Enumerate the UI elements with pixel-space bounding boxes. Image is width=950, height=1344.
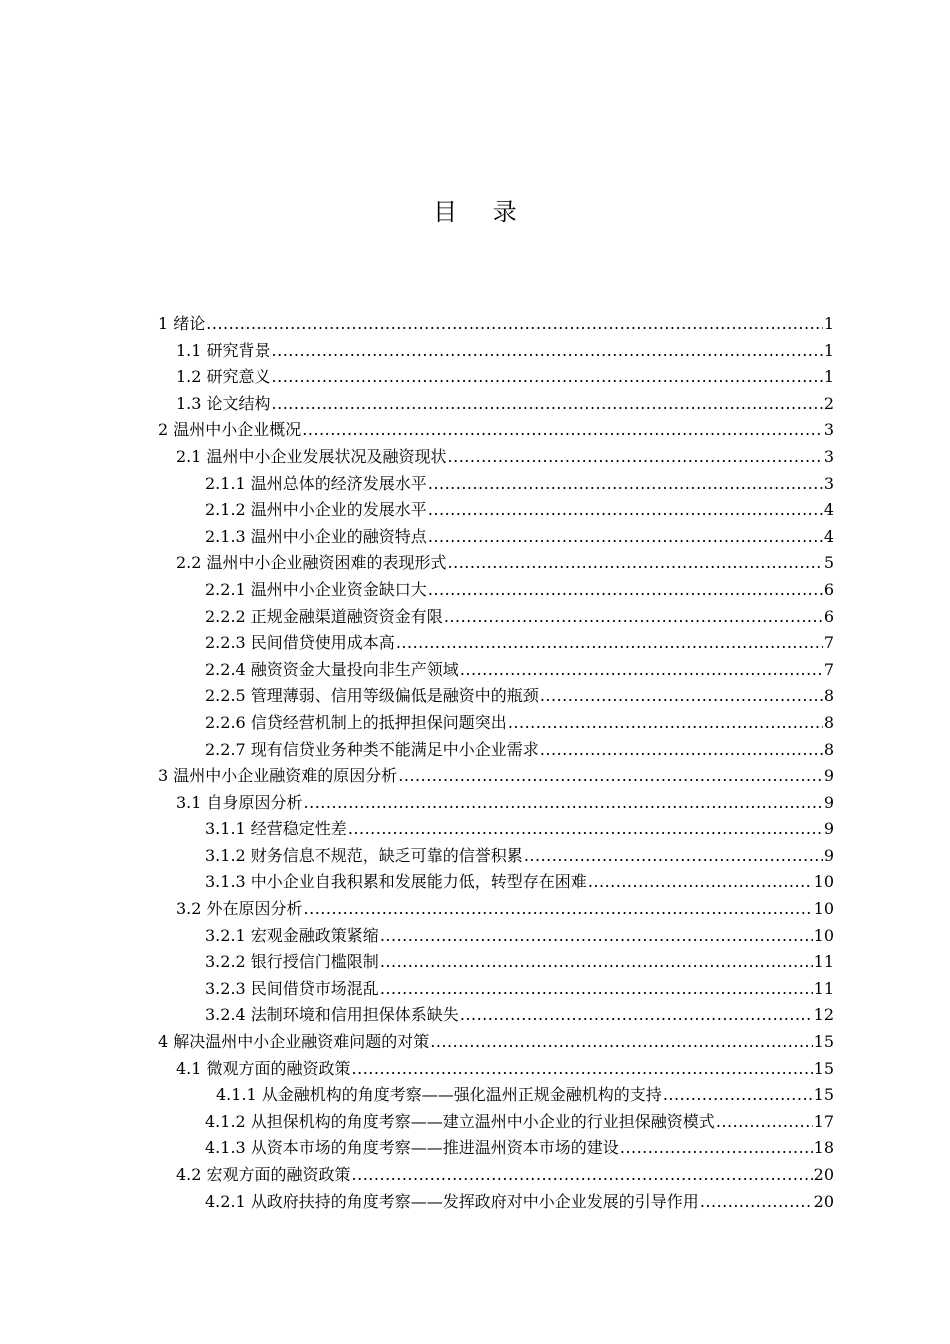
- toc-dot-leader: [302, 420, 823, 439]
- toc-dot-leader: [540, 740, 823, 759]
- toc-dot-leader: [352, 1059, 813, 1078]
- toc-entry-title: 4.1.3 从资本市场的角度考察——推进温州资本市场的建设: [205, 1138, 619, 1158]
- toc-entry[interactable]: [158, 1056, 834, 1083]
- toc-entry[interactable]: [158, 843, 834, 870]
- toc-entry-title: 2.1.1 温州总体的经济发展水平: [205, 473, 427, 493]
- toc-entry-title: 2.2.1 温州中小企业资金缺口大: [205, 579, 427, 599]
- toc-entry-page-number: 1: [823, 367, 834, 387]
- toc-entry-page-number: 17: [813, 1111, 834, 1131]
- toc-entry-title: 2.2.2 正规金融渠道融资资金有限: [205, 606, 443, 626]
- toc-dot-leader: [700, 1192, 813, 1211]
- toc-entry-page-number: 20: [813, 1191, 834, 1211]
- toc-entry-page-number: 9: [823, 845, 834, 865]
- toc-dot-leader: [396, 633, 823, 652]
- toc-entry[interactable]: [158, 657, 834, 684]
- toc-entry[interactable]: [158, 710, 834, 737]
- toc-entry-page-number: 7: [823, 659, 834, 679]
- toc-entry[interactable]: [158, 630, 834, 657]
- toc-entry-page-number: 6: [823, 606, 834, 626]
- toc-entry-title: 4.1 微观方面的融资政策: [176, 1058, 351, 1078]
- toc-entry-title: 3.2.4 法制环境和信用担保体系缺失: [205, 1005, 459, 1025]
- toc-entry-page-number: 18: [813, 1138, 834, 1158]
- toc-entry[interactable]: [158, 1109, 834, 1136]
- toc-entry-page-number: 2: [823, 393, 834, 413]
- toc-entry[interactable]: [158, 949, 834, 976]
- toc-dot-leader: [428, 500, 823, 519]
- toc-entry-page-number: 11: [813, 978, 834, 998]
- toc-entry-title: 4.1.2 从担保机构的角度考察——建立温州中小企业的行业担保融资模式: [205, 1111, 715, 1131]
- toc-dot-leader: [588, 872, 813, 891]
- toc-entry-page-number: 15: [813, 1058, 834, 1078]
- toc-entry[interactable]: [158, 444, 834, 471]
- toc-dot-leader: [428, 580, 823, 599]
- toc-entry-page-number: 10: [813, 899, 834, 919]
- toc-entry[interactable]: [158, 869, 834, 896]
- toc-entry-page-number: 4: [823, 526, 834, 546]
- toc-entry-title: 4.1.1 从金融机构的角度考察——强化温州正规金融机构的支持: [216, 1085, 662, 1105]
- toc-entry[interactable]: [158, 816, 834, 843]
- toc-entry-title: 4.2.1 从政府扶持的角度考察——发挥政府对中小企业发展的引导作用: [205, 1191, 699, 1211]
- toc-entry[interactable]: [158, 338, 834, 365]
- toc-dot-leader: [460, 1005, 813, 1024]
- toc-entry[interactable]: [158, 604, 834, 631]
- toc-entry[interactable]: [158, 577, 834, 604]
- toc-entry-title: 1.1 研究背景: [176, 340, 271, 360]
- toc-entry-page-number: 15: [813, 1032, 834, 1052]
- toc-dot-leader: [380, 979, 813, 998]
- toc-entry[interactable]: [158, 976, 834, 1003]
- toc-entry-page-number: 6: [823, 579, 834, 599]
- toc-entry-title: 2.2.3 民间借贷使用成本高: [205, 633, 395, 653]
- toc-dot-leader: [272, 394, 823, 413]
- toc-entry-page-number: 10: [813, 872, 834, 892]
- toc-entry[interactable]: [158, 896, 834, 923]
- toc-entry-title: 2.2 温州中小企业融资困难的表现形式: [176, 553, 447, 573]
- toc-entry-page-number: 1: [823, 340, 834, 360]
- toc-entry[interactable]: [158, 524, 834, 551]
- toc-entry[interactable]: [158, 1029, 834, 1056]
- toc-dot-leader: [663, 1085, 813, 1104]
- toc-title: 目 录: [433, 198, 531, 226]
- toc-dot-leader: [430, 1032, 812, 1051]
- toc-dot-leader: [348, 819, 823, 838]
- toc-dot-leader: [398, 766, 823, 785]
- toc-entry-page-number: 20: [813, 1165, 834, 1184]
- toc-entry-title: 3.1.3 中小企业自我积累和发展能力低，转型存在困难: [205, 872, 587, 892]
- toc-entry-title: 2.2.6 信贷经营机制上的抵押担保问题突出: [205, 712, 507, 732]
- toc-dot-leader: [508, 713, 823, 732]
- toc-entry[interactable]: [158, 1002, 834, 1029]
- toc-entry-page-number: 4: [823, 500, 834, 520]
- toc-entry-title: 1.3 论文结构: [176, 393, 271, 413]
- toc-entry-title: 3.2.1 宏观金融政策紧缩: [205, 925, 379, 945]
- toc-entry-page-number: 1: [823, 314, 834, 333]
- toc-entry[interactable]: [158, 1082, 834, 1109]
- toc-dot-leader: [380, 926, 813, 945]
- toc-dot-leader: [272, 341, 823, 360]
- toc-entry-page-number: 9: [823, 766, 834, 786]
- toc-dot-leader: [620, 1138, 813, 1157]
- toc-entry[interactable]: [158, 683, 834, 710]
- toc-entry[interactable]: [158, 550, 834, 577]
- toc-dot-leader: [428, 474, 823, 493]
- toc-entry-title: 1 绪论: [158, 314, 206, 333]
- toc-entry-title: 4.2 宏观方面的融资政策: [176, 1165, 351, 1184]
- toc-entry-title: 3.1.1 经营稳定性差: [205, 819, 347, 839]
- toc-entry-page-number: 12: [813, 1005, 834, 1025]
- toc-entry-title: 2.2.5 管理薄弱、信用等级偏低是融资中的瓶颈: [205, 686, 539, 706]
- toc-entry-page-number: 11: [813, 952, 834, 972]
- toc-entry-title: 2 温州中小企业概况: [158, 420, 302, 440]
- toc-entry[interactable]: [158, 391, 834, 418]
- toc-entry[interactable]: [158, 497, 834, 524]
- toc-entry-page-number: 7: [823, 633, 834, 653]
- toc-entry[interactable]: [158, 1135, 834, 1162]
- toc-entry-title: 2.1 温州中小企业发展状况及融资现状: [176, 446, 447, 466]
- toc-entry[interactable]: [158, 471, 834, 498]
- toc-entry[interactable]: [158, 417, 834, 444]
- toc-entry-page-number: 8: [823, 739, 834, 759]
- toc-entry-page-number: 3: [823, 473, 834, 493]
- toc-entry-title: 3.2.3 民间借贷市场混乱: [205, 978, 379, 998]
- toc-dot-leader: [460, 660, 823, 679]
- toc-entry-title: 2.2.4 融资资金大量投向非生产领域: [205, 659, 459, 679]
- toc-entry-page-number: 5: [823, 553, 834, 573]
- toc-entry-page-number: 9: [823, 819, 834, 839]
- toc-dot-leader: [448, 553, 823, 572]
- toc-dot-leader: [444, 607, 823, 626]
- toc-dot-leader: [304, 899, 813, 918]
- toc-entry[interactable]: [158, 311, 834, 338]
- toc-entry-page-number: 8: [823, 712, 834, 732]
- toc-entry-title: 3.2 外在原因分析: [176, 899, 303, 919]
- toc-dot-leader: [524, 846, 823, 865]
- toc-entry[interactable]: [158, 923, 834, 950]
- toc-entry[interactable]: [158, 364, 834, 391]
- toc-dot-leader: [352, 1165, 813, 1184]
- toc-entry[interactable]: [158, 737, 834, 764]
- toc-entry-title: 2.1.2 温州中小企业的发展水平: [205, 500, 427, 520]
- toc-entry-page-number: 3: [823, 420, 834, 440]
- toc-entry-title: 1.2 研究意义: [176, 367, 271, 387]
- toc-entry-page-number: 15: [813, 1085, 834, 1105]
- toc-entry[interactable]: [158, 763, 834, 790]
- toc-entry-title: 3.1.2 财务信息不规范，缺乏可靠的信誉积累: [205, 845, 523, 865]
- toc-dot-leader: [428, 527, 823, 546]
- toc-entry-page-number: 10: [813, 925, 834, 945]
- toc-entry-title: 2.2.7 现有信贷业务种类不能满足中小企业需求: [205, 739, 539, 759]
- toc-dot-leader: [540, 686, 823, 705]
- toc-entry[interactable]: [158, 1189, 834, 1216]
- toc-entry-title: 3.1 自身原因分析: [176, 792, 303, 812]
- toc-dot-leader: [448, 447, 823, 466]
- toc-entry-page-number: 3: [823, 446, 834, 466]
- table-of-contents: [158, 311, 834, 1215]
- toc-entry-title: 3.2.2 银行授信门槛限制: [205, 952, 379, 972]
- toc-entry-page-number: 9: [823, 792, 834, 812]
- toc-entry-title: 2.1.3 温州中小企业的融资特点: [205, 526, 427, 546]
- toc-dot-leader: [272, 367, 823, 386]
- toc-entry[interactable]: [158, 1162, 834, 1189]
- toc-entry[interactable]: [158, 790, 834, 817]
- toc-entry-title: 3 温州中小企业融资难的原因分析: [158, 766, 398, 786]
- toc-entry-page-number: 8: [823, 686, 834, 706]
- toc-dot-leader: [716, 1112, 813, 1131]
- toc-dot-leader: [380, 952, 813, 971]
- toc-dot-leader: [206, 314, 823, 333]
- toc-dot-leader: [304, 793, 823, 812]
- toc-entry-title: 4 解决温州中小企业融资难问题的对策: [158, 1032, 430, 1052]
